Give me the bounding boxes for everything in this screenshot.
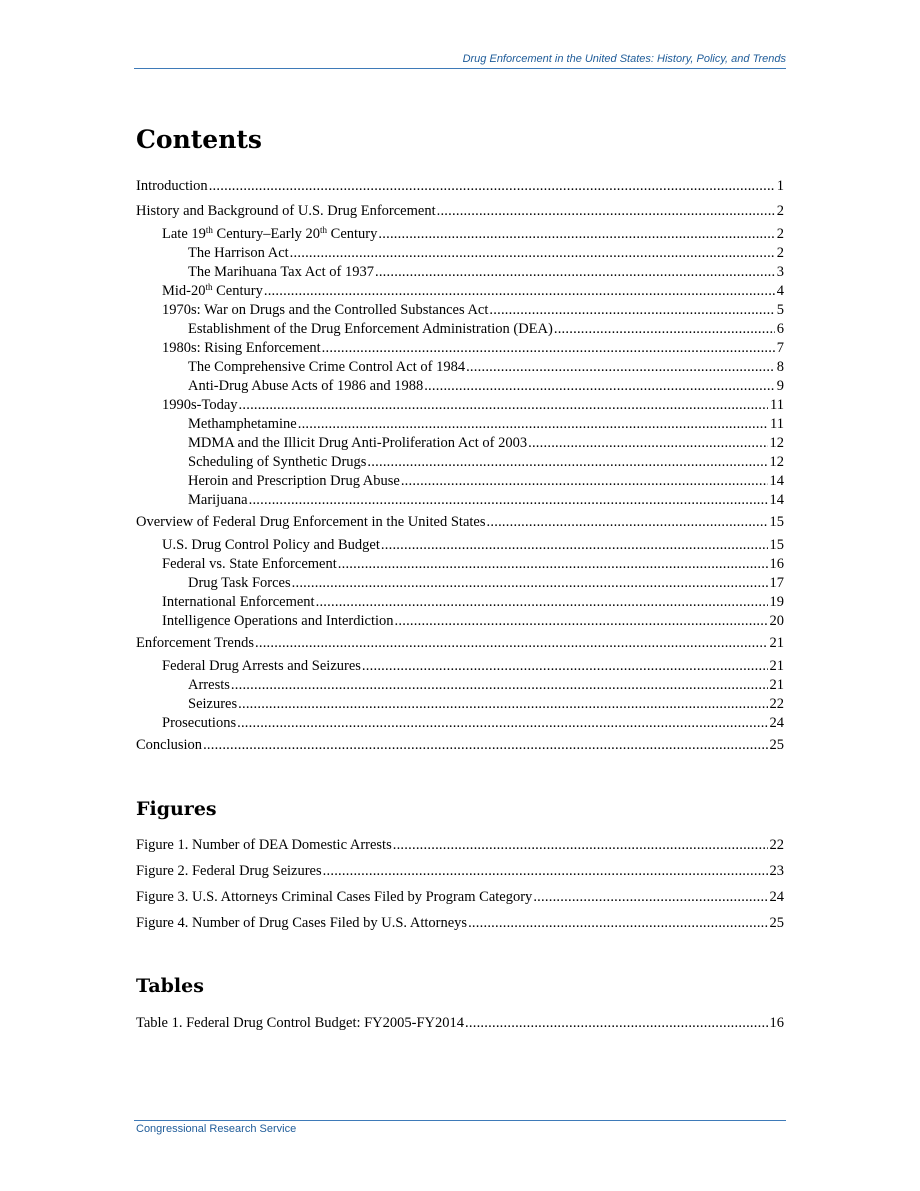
dot-leader [533, 888, 767, 907]
toc-page-number[interactable]: 11 [770, 416, 784, 432]
toc-entry-title[interactable]: Anti-Drug Abuse Acts of 1986 and 1988 [188, 378, 424, 394]
contents-toc-entry[interactable] [188, 244, 784, 263]
toc-entry-title[interactable]: Enforcement Trends [136, 635, 254, 651]
toc-entry-title[interactable]: Intelligence Operations and Interdiction [162, 613, 394, 629]
toc-page-number[interactable]: 6 [776, 321, 784, 337]
contents-toc-entry[interactable] [136, 736, 784, 755]
dot-leader [395, 612, 768, 631]
tables-toc-entry[interactable] [136, 1014, 784, 1033]
dot-leader [375, 263, 775, 282]
dot-leader [238, 695, 767, 714]
dot-leader [237, 714, 767, 733]
toc-entry-title[interactable]: Overview of Federal Drug Enforcement in the United States [136, 514, 486, 530]
contents-toc-entry[interactable] [188, 472, 784, 491]
contents-toc-entry[interactable] [162, 657, 784, 676]
toc-entry-title[interactable]: Drug Task Forces [188, 575, 291, 591]
toc-page-number[interactable]: 2 [776, 203, 784, 219]
contents-toc-entry[interactable] [136, 513, 784, 532]
dot-leader [465, 1014, 767, 1033]
dot-leader [249, 491, 768, 510]
toc-page-number[interactable]: 7 [776, 340, 784, 356]
toc-page-number[interactable]: 14 [769, 473, 784, 489]
toc-entry-title[interactable]: U.S. Drug Control Policy and Budget [162, 537, 380, 553]
toc-entry-title[interactable]: MDMA and the Illicit Drug Anti-Proliferation Act of 2003 [188, 435, 528, 451]
dot-leader [323, 862, 768, 881]
contents-toc-entry[interactable] [136, 634, 784, 653]
contents-toc-entry[interactable] [188, 434, 784, 453]
dot-leader [316, 593, 768, 612]
toc-entry-title[interactable]: Figure 2. Federal Drug Seizures [136, 863, 322, 879]
dot-leader [554, 320, 775, 339]
contents-toc-entry[interactable] [162, 593, 784, 612]
toc-page-number[interactable]: 16 [769, 556, 784, 572]
contents-toc-entry[interactable] [162, 714, 784, 733]
toc-entry-title[interactable]: Figure 1. Number of DEA Domestic Arrests [136, 837, 392, 853]
dot-leader [401, 472, 768, 491]
toc-entry-title[interactable]: The Marihuana Tax Act of 1937 [188, 264, 374, 280]
toc-page-number[interactable]: 9 [776, 378, 784, 394]
toc-page-number[interactable]: 17 [769, 575, 784, 591]
figures-toc-entry[interactable] [136, 836, 784, 855]
toc-page-number[interactable]: 1 [776, 178, 784, 194]
toc-entry-title[interactable]: Establishment of the Drug Enforcement Administration (DEA) [188, 321, 553, 337]
dot-leader [231, 676, 768, 695]
toc-page-number[interactable]: 11 [770, 397, 784, 413]
toc-page-number[interactable]: 25 [769, 737, 784, 753]
toc-page-number[interactable]: 8 [776, 359, 784, 375]
dot-leader [322, 339, 775, 358]
dot-leader [203, 736, 767, 755]
header-rule [134, 68, 786, 69]
figures-toc-entry[interactable] [136, 862, 784, 881]
dot-leader [489, 301, 774, 320]
contents-toc-entry[interactable] [162, 225, 784, 244]
dot-leader [292, 574, 768, 593]
contents-toc-entry[interactable] [162, 301, 784, 320]
toc-entry-title[interactable]: Figure 3. U.S. Attorneys Criminal Cases Filed by Program Category [136, 889, 533, 905]
toc-entry-title[interactable]: History and Background of U.S. Drug Enforcement [136, 203, 436, 219]
contents-toc-entry[interactable] [188, 377, 784, 396]
contents-toc-entry[interactable] [162, 612, 784, 631]
contents-toc-entry[interactable] [162, 536, 784, 555]
toc-page-number[interactable]: 24 [769, 889, 784, 905]
toc-page-number[interactable]: 20 [769, 613, 784, 629]
footer-text: Congressional Research Service [136, 1123, 297, 1135]
dot-leader [468, 914, 767, 933]
toc-page-number[interactable]: 21 [769, 658, 784, 674]
contents-toc-entry[interactable] [162, 555, 784, 574]
toc-page-number[interactable]: 4 [776, 283, 784, 299]
toc-entry-title[interactable]: Arrests [188, 677, 230, 693]
footer-rule [134, 1120, 786, 1121]
toc-entry-title[interactable]: Introduction [136, 178, 208, 194]
toc-page-number[interactable]: 2 [776, 226, 784, 242]
toc-page-number[interactable]: 19 [769, 594, 784, 610]
dot-leader [209, 177, 775, 196]
toc-page-number[interactable]: 21 [769, 635, 784, 651]
dot-leader [378, 225, 774, 244]
dot-leader [290, 244, 775, 263]
dot-leader [487, 513, 768, 532]
contents-toc-entry[interactable] [188, 453, 784, 472]
toc-page-number[interactable]: 22 [769, 696, 784, 712]
dot-leader [437, 202, 775, 221]
dot-leader [367, 453, 767, 472]
toc-entry-title[interactable]: 1970s: War on Drugs and the Controlled Substances Act [162, 302, 489, 318]
toc-entry-title[interactable]: Figure 4. Number of Drug Cases Filed by U.S. Attorneys [136, 915, 468, 931]
toc-page-number[interactable]: 23 [769, 863, 784, 879]
toc-entry-title[interactable]: International Enforcement [162, 594, 315, 610]
toc-page-number[interactable]: 22 [769, 837, 784, 853]
toc-entry-title[interactable]: Prosecutions [162, 715, 237, 731]
running-head: Drug Enforcement in the United States: History, Policy, and Trends [462, 53, 786, 65]
contents-toc-entry[interactable] [188, 263, 784, 282]
toc-entry-title[interactable]: Methamphetamine [188, 416, 297, 432]
contents-toc-entry[interactable] [188, 320, 784, 339]
toc-entry-title[interactable]: The Harrison Act [188, 245, 289, 261]
figures-toc-entry[interactable] [136, 914, 784, 933]
toc-entry-title[interactable]: Seizures [188, 696, 238, 712]
contents-toc-entry[interactable] [188, 695, 784, 714]
figures-toc-entry[interactable] [136, 888, 784, 907]
toc-page-number[interactable]: 21 [769, 677, 784, 693]
toc-page-number[interactable]: 24 [769, 715, 784, 731]
dot-leader [338, 555, 768, 574]
dot-leader [298, 415, 768, 434]
dot-leader [424, 377, 775, 396]
toc-page-number[interactable]: 2 [776, 245, 784, 261]
contents-toc-entry[interactable] [136, 177, 784, 196]
toc-page-number[interactable]: 5 [776, 302, 784, 318]
dot-leader [264, 282, 775, 301]
dot-leader [466, 358, 775, 377]
toc-entry-title[interactable]: 1990s-Today [162, 397, 238, 413]
toc-entry-title[interactable]: Scheduling of Synthetic Drugs [188, 454, 367, 470]
dot-leader [362, 657, 768, 676]
contents-toc-entry[interactable] [188, 491, 784, 510]
toc-page-number[interactable]: 25 [769, 915, 784, 931]
toc-entry-title[interactable]: Heroin and Prescription Drug Abuse [188, 473, 400, 489]
toc-page-number[interactable]: 15 [769, 537, 784, 553]
dot-leader [255, 634, 768, 653]
toc-entry-title[interactable]: Conclusion [136, 737, 203, 753]
contents-toc-entry[interactable] [162, 339, 784, 358]
toc-page-number[interactable]: 16 [769, 1015, 784, 1031]
dot-leader [239, 396, 769, 415]
tables-title: Tables [136, 975, 204, 997]
contents-toc-entry[interactable] [188, 676, 784, 695]
contents-toc-entry[interactable] [162, 282, 784, 301]
toc-entry-title[interactable]: The Comprehensive Crime Control Act of 1984 [188, 359, 466, 375]
toc-entry-title[interactable]: Marijuana [188, 492, 248, 508]
toc-page-number[interactable]: 15 [769, 514, 784, 530]
toc-entry-title[interactable]: Late 19th Century–Early 20th Century [162, 225, 378, 242]
contents-title: Contents [136, 125, 263, 154]
toc-entry-title[interactable]: Federal Drug Arrests and Seizures [162, 658, 361, 674]
contents-toc-entry[interactable] [188, 574, 784, 593]
contents-toc-entry[interactable] [188, 415, 784, 434]
dot-leader [381, 536, 768, 555]
dot-leader [393, 836, 768, 855]
toc-page-number[interactable]: 14 [769, 492, 784, 508]
toc-page-number[interactable]: 12 [769, 454, 784, 470]
dot-leader [528, 434, 767, 453]
contents-toc-entry[interactable] [188, 358, 784, 377]
toc-entry-title[interactable]: Table 1. Federal Drug Control Budget: FY2005-FY2014 [136, 1015, 465, 1031]
figures-title: Figures [136, 798, 217, 820]
contents-toc-entry[interactable] [136, 202, 784, 221]
toc-entry-title[interactable]: 1980s: Rising Enforcement [162, 340, 321, 356]
toc-entry-title[interactable]: Mid-20th Century [162, 282, 263, 299]
toc-page-number[interactable]: 12 [769, 435, 784, 451]
toc-page-number[interactable]: 3 [776, 264, 784, 280]
toc-entry-title[interactable]: Federal vs. State Enforcement [162, 556, 337, 572]
contents-toc-entry[interactable] [162, 396, 784, 415]
